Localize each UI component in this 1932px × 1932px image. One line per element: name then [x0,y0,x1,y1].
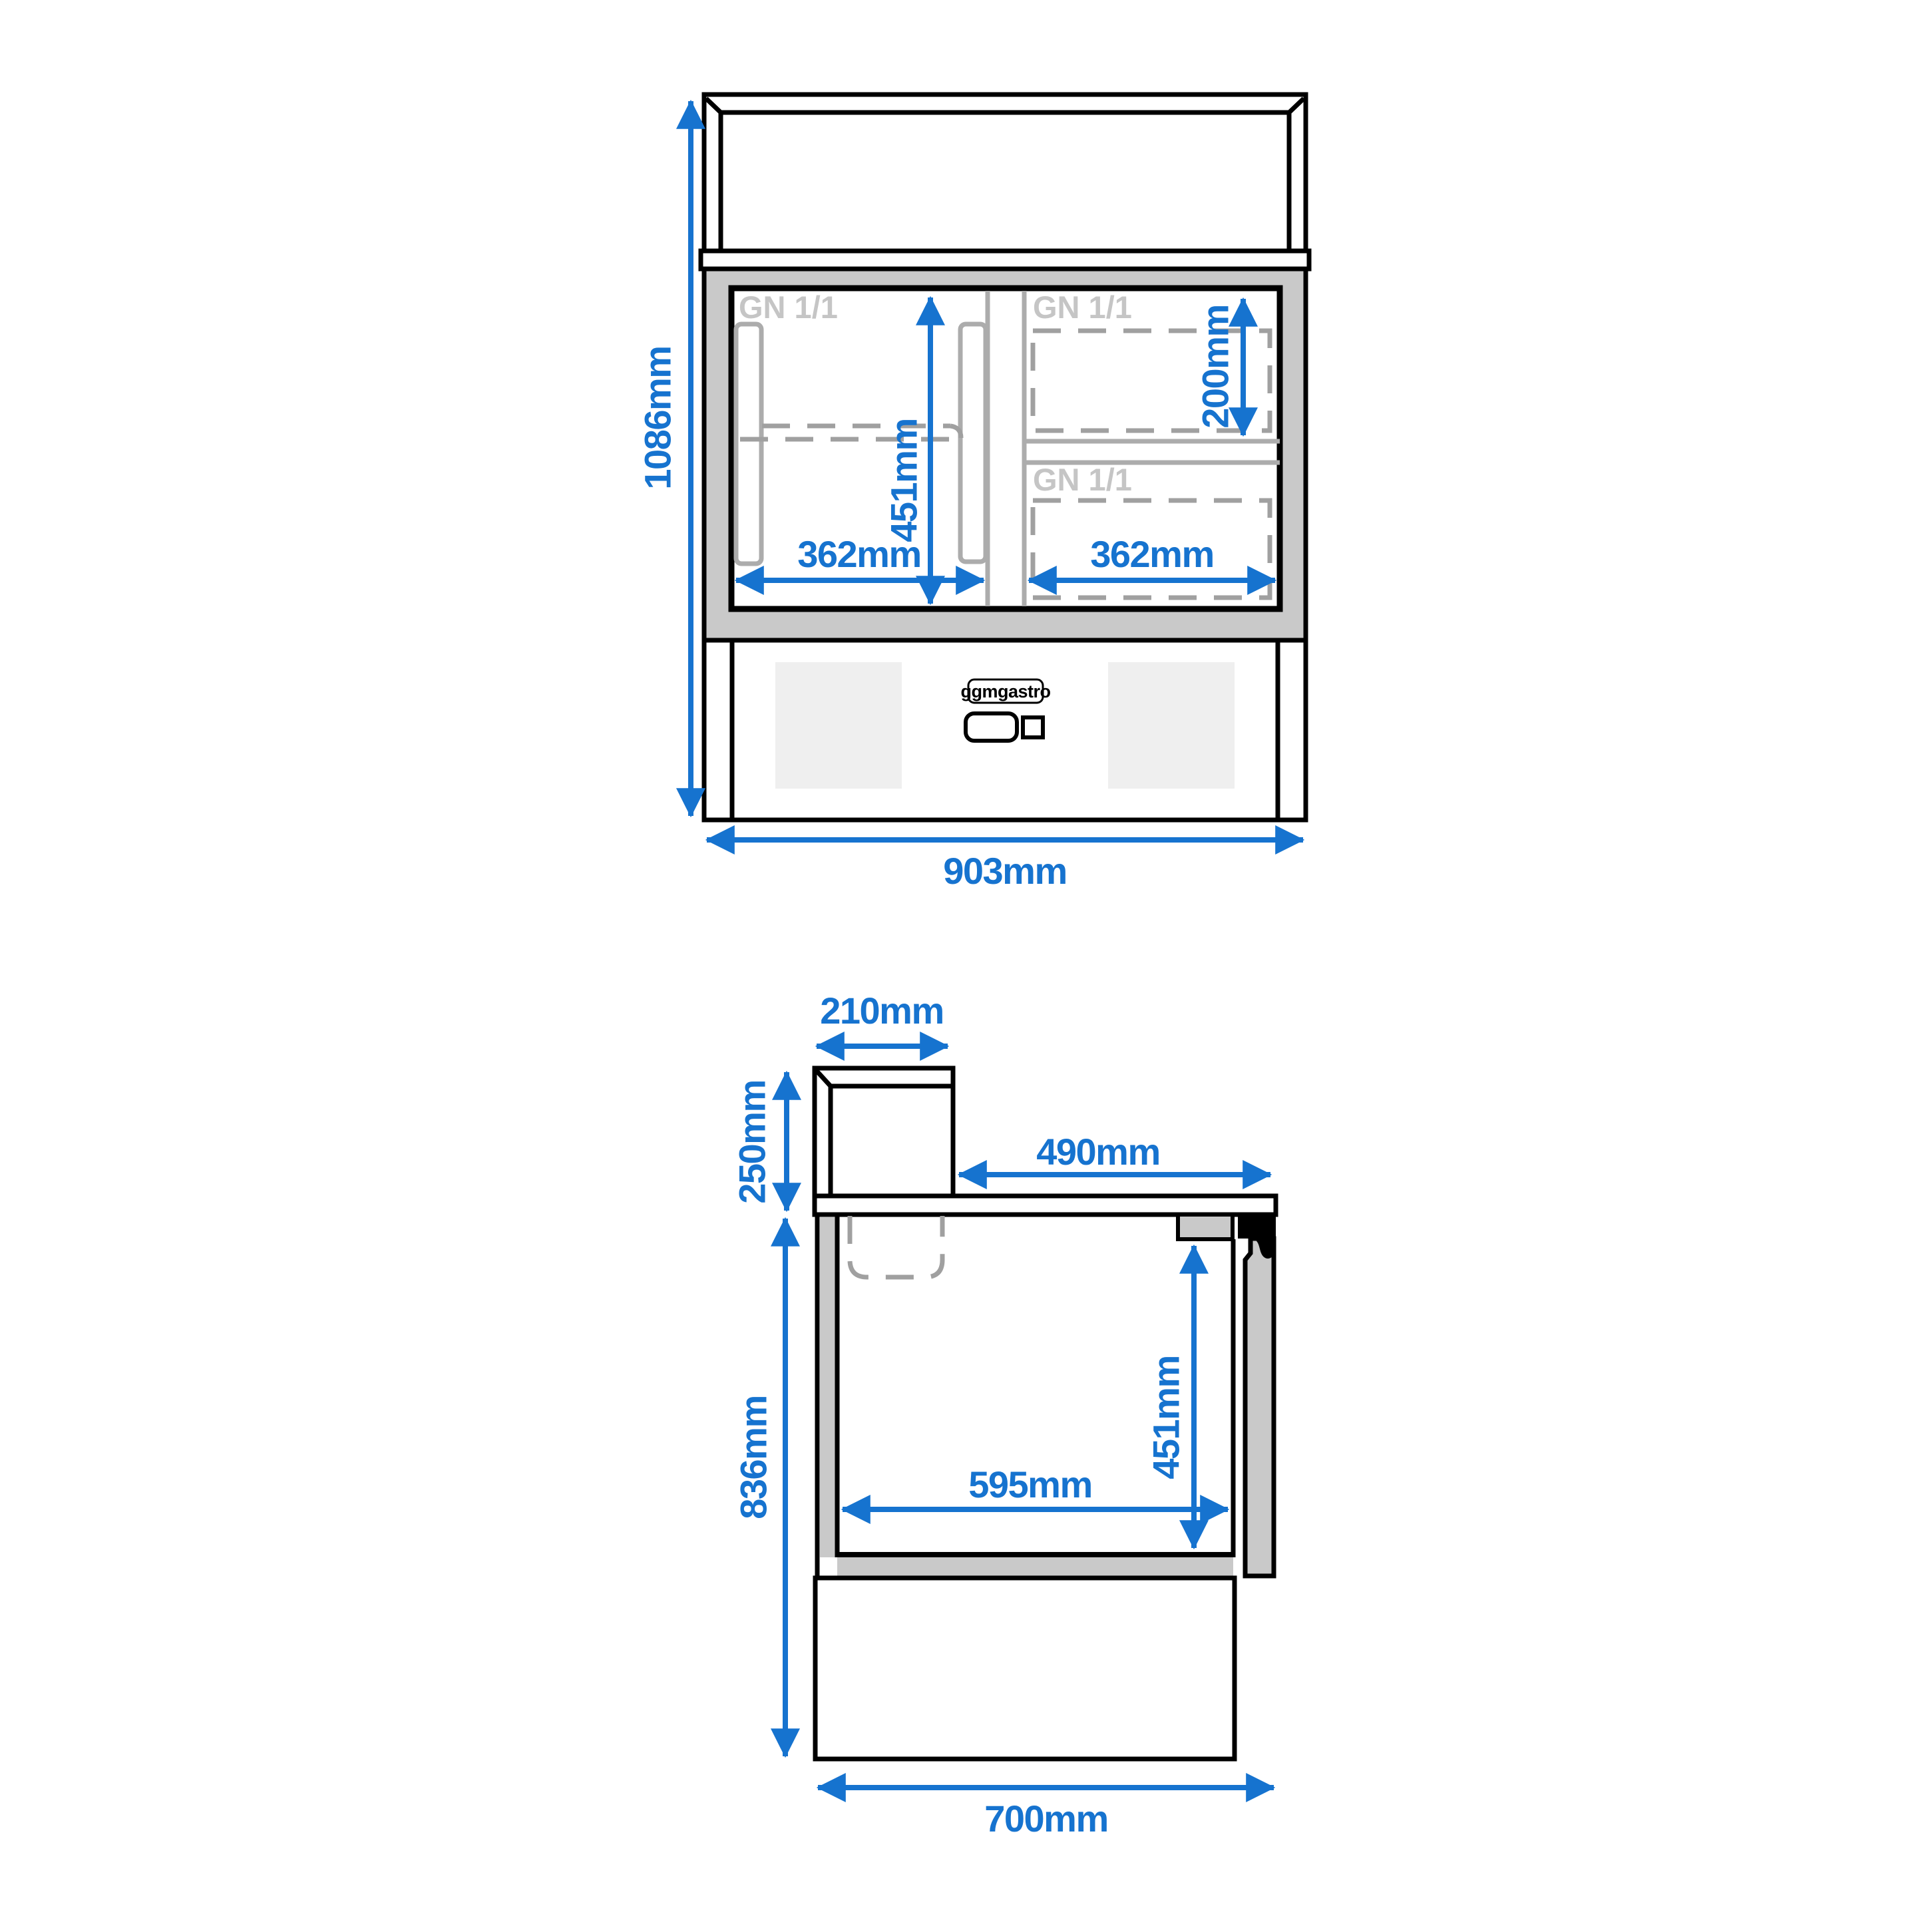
gn-label-left: GN 1/1 [739,290,838,325]
control-button [1023,717,1043,737]
dim-label-right-pan-width: 362mm [1090,533,1214,575]
dim-label-counter-depth: 490mm [1036,1131,1160,1173]
dim-label-inner-height-side: 451mm [1145,1356,1187,1479]
side-bottom-insulation [837,1557,1233,1576]
brand-label: ggmgastro [960,681,1051,701]
dim-label-inner-height-front: 451mm [882,419,925,542]
left-compartment-right-rail [960,324,986,562]
vent-panel-right [1108,662,1235,789]
side-top-right-corner-block [1178,1215,1233,1239]
side-base-box [815,1578,1235,1759]
gn-label-right-bottom: GN 1/1 [1033,462,1132,497]
side-view-drawing [731,990,1276,1839]
dim-label-top-depth: 210mm [820,990,944,1032]
front-glass-top [704,95,1306,251]
front-view-drawing [637,95,1310,892]
side-counter-slab [815,1196,1276,1215]
gn-label-right-top: GN 1/1 [1033,290,1132,325]
dim-label-total-width: 903mm [943,850,1067,892]
dim-label-body-height: 836mm [732,1396,775,1519]
dim-label-pan-depth: 200mm [1194,305,1237,429]
side-left-wall-insulation [820,1217,837,1557]
dim-label-glass-height: 250mm [731,1080,773,1204]
control-display [966,713,1017,741]
dim-label-left-pan-width: 362mm [797,533,921,575]
vent-panel-left [775,662,902,789]
dim-label-inner-depth: 595mm [968,1463,1092,1505]
dim-label-total-depth: 700mm [984,1798,1108,1839]
left-compartment-left-rail [736,324,761,564]
side-recess-dashed-outline [850,1216,942,1277]
front-counter-band [701,251,1309,269]
dim-label-total-height: 1086mm [636,346,679,490]
side-door-panel [1245,1239,1274,1576]
